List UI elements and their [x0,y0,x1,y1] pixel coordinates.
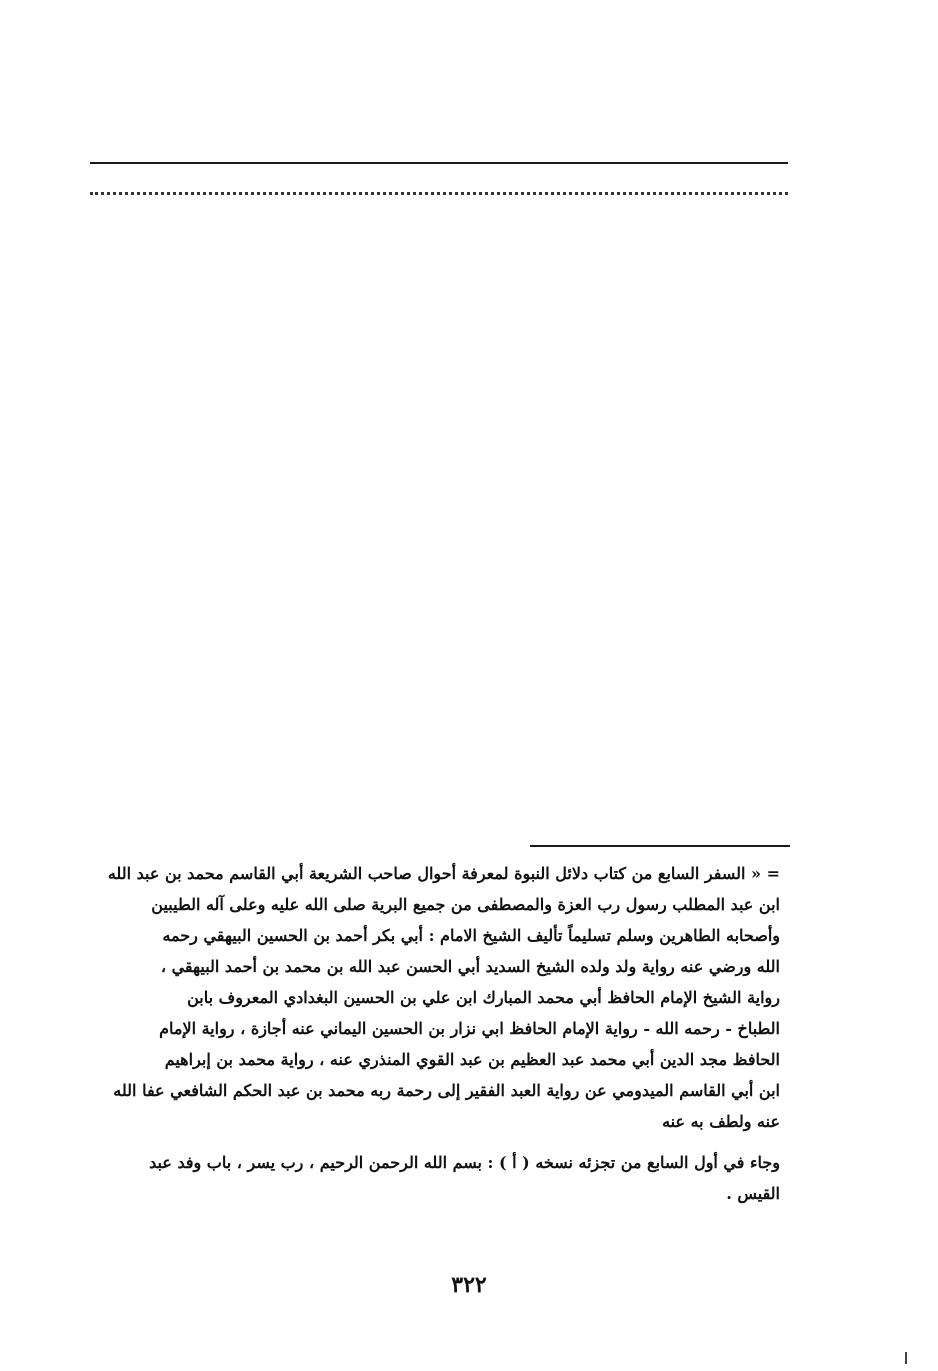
scan-artifact [905,1352,907,1364]
dotted-separator [90,192,788,195]
page-number: ٣٢٢ [451,1272,487,1298]
footnote-line: القيس . [726,1184,780,1203]
footnote-line: عنه ولطف به عنه [662,1112,780,1131]
footnote [80,858,780,1209]
footnote-line: وأصحابه الطاهرين وسلم تسليماً تأليف الشيخ الامام : أبي بكر أحمد بن الحسين البيهقي رحمه [162,926,780,945]
footnote-line: ابن أبي القاسم الميدومي عن رواية العبد الفقير إلى رحمة ربه محمد بن عبد الحكم الشافعي عفا الله [113,1081,780,1100]
footnote-line: الله ورضي عنه رواية ولد ولده الشيخ السديد أبي الحسن عبد الله بن محمد بن أحمد البيهقي ، [160,957,780,976]
footnote-line: = « السفر السابع من كتاب دلائل النبوة لمعرفة أحوال صاحب الشريعة أبي القاسم محمد بن عبد الله [107,864,780,883]
footnote-line: رواية الشيخ الإمام الحافظ أبي محمد المبارك ابن علي بن الحسين البغدادي المعروف بابن [187,988,780,1007]
footnote-line: الطباخ - رحمه الله - رواية الإمام الحافظ ابي نزار بن الحسين اليماني عنه أجازة ، رواية الإمام [159,1019,780,1038]
footnote-line: وجاء في أول السابع من تجزئه نسخه ( أ ) : بسم الله الرحمن الرحيم ، رب يسر ، باب وفد عبد [149,1153,780,1172]
footnote-line: ابن عبد المطلب رسول رب العزة والمصطفى من جميع البرية صلى الله عليه وعلى آله الطيبين [151,895,780,914]
footnote-line: الحافظ مجد الدين أبي محمد عبد العظيم بن عبد القوي المنذري عنه ، رواية محمد بن إبراهيم [164,1050,780,1069]
header-rule [90,162,788,164]
footnote-rule [530,845,790,847]
